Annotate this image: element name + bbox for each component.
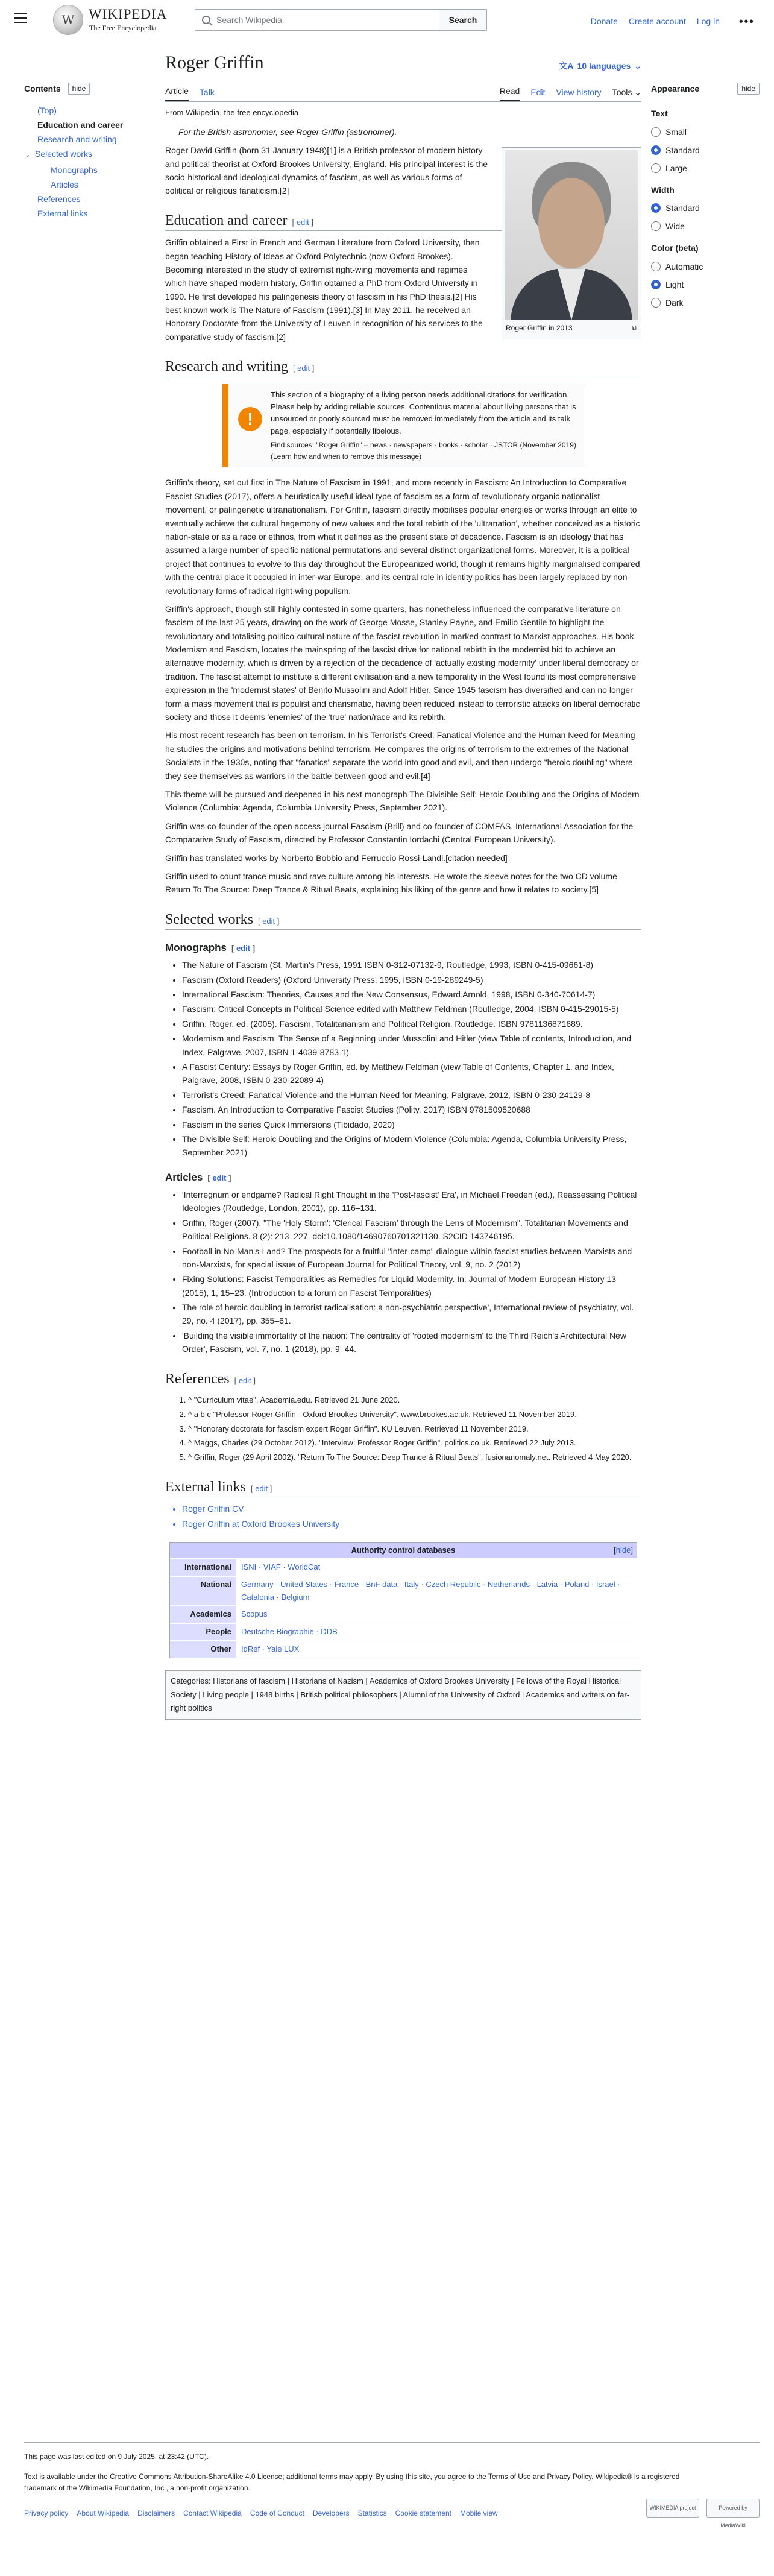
wikipedia-wordmark[interactable]: WIKIPEDIA [89, 7, 168, 22]
article-item[interactable]: • 'Building the visible immortality of the nation: The centrality of 'rooted modernism' to the Third Reich's Architectural New Order', Fascism, vol. 7, no. 1 (2018), pp. 9–44. [182, 1329, 641, 1356]
toc-item[interactable] [24, 118, 145, 132]
footer-link[interactable]: Disclaimers [137, 2508, 175, 2518]
monograph-item[interactable]: • International Fascism: Theories, Causes and the New Consensus, Edward Arnold, 1998, ISBN 0-340-70614-7) [182, 988, 641, 1001]
edit-section-link[interactable]: [ edit ] [231, 944, 256, 953]
footer-link[interactable]: About Wikipedia [77, 2508, 130, 2518]
wikipedia-globe-logo[interactable]: W [53, 5, 83, 35]
toc-item[interactable] [24, 192, 145, 206]
toc-item[interactable] [24, 147, 145, 163]
tab-talk[interactable]: Talk [199, 87, 215, 97]
width-option-label: Wide [665, 221, 685, 232]
navbox-group-label: Other [170, 1641, 236, 1658]
appearance-title: Appearance [651, 84, 700, 93]
site-subtitle: From Wikipedia, the free encyclopedia [165, 108, 299, 117]
text-size-option-large[interactable] [651, 159, 760, 177]
infobox [502, 147, 641, 339]
article-item[interactable]: • 'Interregnum or endgame? Radical Right Thought in the 'Post-fascist' Era', in Michael Freeden (ed.), Reassessing Political Ideologies (Routledge, London, 2001), pp. 116–131. [182, 1188, 641, 1215]
tab-read[interactable]: Read [500, 84, 520, 101]
main-menu-icon[interactable] [14, 13, 27, 23]
toc-item-label[interactable]: References [37, 194, 81, 204]
text-size-option-standard[interactable] [651, 141, 760, 159]
articles-list [182, 1188, 641, 1356]
tab-tools[interactable]: Tools ⌄ [612, 87, 641, 97]
research-paragraph: His most recent research has been on terrorism. In his Terrorist's Creed: Fanatical Violence and the Human Need for Meaning he studies the origins and motivations behind terrorism. He compares the origins of terrorism to the extremes of the National Socialists in the 1930s, noting that "fanatics" separate the world into good and evil, and then undergo "heroic doubling" where they see themselves as warriors in the battle between good and evil.[4] [165, 730, 635, 781]
section-heading-selected-works: Selected works [ edit ] [165, 910, 641, 930]
section-heading-references: References [ edit ] [165, 1369, 641, 1389]
research-paragraph: Griffin was co-founder of the open access journal Fascism (Brill) and co-founder of COMFAS, International Association for the Comparative Study of Fascism, directed by Professor Constantin Iordachi (Central European University). [165, 821, 634, 845]
radio-button[interactable] [651, 203, 661, 213]
navbox-row [170, 1605, 637, 1623]
article-item[interactable]: • The role of heroic doubling in terrorist radicalisation: a non-psychiatric perspective', International review of psychiatry, vol. 29, no. 4 (2017), pp. 355–61. [182, 1301, 641, 1328]
radio-button[interactable] [651, 145, 661, 155]
reference-item[interactable]: 4. ^ Maggs, Charles (29 October 2012). "Interview: Professor Roger Griffin". politics.co.uk. Retrieved 22 July 2013. [188, 1437, 641, 1450]
toc-item[interactable] [24, 103, 145, 118]
chevron-down-icon: ⌄ [634, 61, 641, 71]
color-label: Color (beta) [651, 243, 699, 253]
edit-section-link[interactable]: [ edit ] [257, 916, 280, 926]
monograph-item[interactable]: • Fascism: Critical Concepts in Political Science edited with Matthew Feldman (Routledge, 2004, ISBN 0-415-29015-5) [182, 1002, 641, 1015]
language-button[interactable]: 文A 10 languages ⌄ [559, 59, 641, 72]
create-account-link[interactable]: Create account [628, 16, 686, 26]
toc-item-label[interactable]: External links [37, 209, 88, 219]
color-option-label: Automatic [665, 261, 703, 271]
enlarge-icon[interactable]: ⧉ [632, 324, 637, 333]
toc-item-label[interactable]: Research and writing [37, 134, 117, 145]
page-footer [24, 2442, 760, 2528]
authority-control-navbox [169, 1542, 637, 1658]
research-paragraph: This theme will be pursued and deepened in his next monograph The Divisible Self: Heroic Doubling and the Origins of Modern Violence (Columbia: Agenda, Columbia University Press, September 2021). [165, 789, 640, 813]
last-edited-text: This page was last edited on 9 July 2025, at 23:42 (UTC). [24, 2452, 209, 2461]
toc-item[interactable] [24, 206, 145, 221]
tab-article[interactable]: Article [165, 84, 189, 101]
login-link[interactable]: Log in [696, 16, 720, 26]
text-size-option-small[interactable] [651, 123, 760, 141]
monograph-item[interactable]: • Modernism and Fascism: The Sense of a Beginning under Mussolini and Hitler (view Table of contents, Introduction, and Index, Palgrave, 2007, ISBN 1-4039-8783-1) [182, 1032, 641, 1059]
external-links-list [182, 1502, 641, 1530]
navbox-row [170, 1558, 637, 1576]
appearance-panel [651, 82, 760, 312]
navbox-group-label: Academics [170, 1606, 236, 1623]
research-paragraph: Griffin has translated works by Norberto Bobbio and Ferruccio Rossi-Landi.[citation needed] [165, 853, 508, 863]
width-label: Width [651, 185, 675, 195]
monograph-item[interactable]: • Terrorist's Creed: Fanatical Violence and the Human Need for Meaning, Palgrave, 2012, ISBN 0-230-24129-8 [182, 1088, 641, 1102]
categories-text[interactable]: Categories: Historians of fascism | Historians of Nazism | Academics of Oxford Brookes University | Fellows of the Royal Historical Society | Living people | 1948 births | British political philosophers | Alumni of the University of Oxford | Academics and writers on far-right politics [171, 1676, 630, 1713]
monograph-item[interactable]: • A Fascist Century: Essays by Roger Griffin, ed. by Matthew Feldman (view Table of Contents, Chapter 1, and Index, Palgrave, 2008, ISBN 0-230-22089-4) [182, 1060, 641, 1087]
section-heading-education: Education and career [ edit ] [165, 211, 641, 231]
subsection-heading-monographs: Monographs [ edit ] [165, 942, 256, 954]
navbox-links[interactable]: Deutsche Biographie · DDB [236, 1624, 637, 1640]
chevron-down-icon[interactable]: ⌄ [25, 152, 31, 159]
donate-link[interactable]: Donate [590, 16, 618, 26]
footer-link[interactable]: Privacy policy [24, 2508, 69, 2518]
more-options-icon[interactable]: • • • [738, 15, 752, 28]
page-tabs [165, 84, 641, 102]
edit-section-link[interactable]: [ edit ] [250, 1484, 272, 1494]
monograph-item[interactable]: • The Nature of Fascism (St. Martin's Press, 1991 ISBN 0-312-07132-9, Routledge, 1993, ISBN 0-415-09661-8) [182, 958, 641, 971]
footer-link[interactable]: Developers [312, 2508, 350, 2518]
tab-view-history[interactable]: View history [556, 87, 602, 97]
reference-item[interactable]: 2. ^ a b c "Professor Roger Griffin - Oxford Brookes University". www.brookes.ac.uk. Retrieved 11 November 2019. [188, 1409, 641, 1421]
navbox-links[interactable]: ISNI · VIAF · WorldCat [236, 1559, 637, 1576]
toc-item[interactable] [24, 132, 145, 147]
research-paragraph: Griffin's approach, though still highly contested in some quarters, has nonetheless influenced the comparative literature on fascism of the last 25 years, drawing on the work of George Mosse, Stanley Payne, and Emilio Gentile to highlight the revolutionary and totalising politico-cultural nature of the fascist revolution in marked contrast to Marxist approaches. His book, Modernism and Fascism, locates the mainspring of the fascist drive for national rebirth in the modernist bid to achieve an alternative modernity, which is driven by a rejection of the decadence of 'actually existing modernity' under liberal democracy or tradition. The fascist attempt to institute a different civilisation and a new temporality in the West found its most comprehensive expression in the 'modernist states' of Benito Mussolini and Adolf Hitler. Since 1945 fascism has diversified and can no longer form a mass movement that is populist and charismatic, having been reduced instead to terroristic attacks on liberal democratic society and those it deems 'enemies' of the 'true' nation/race and its rebirth. [165, 604, 640, 722]
navbox-group-label: People [170, 1624, 236, 1640]
reference-item[interactable]: 3. ^ "Honorary doctorate for fascism expert Roger Griffin". KU Leuven. Retrieved 11 November 2019. [188, 1423, 641, 1436]
width-option-label: Standard [665, 203, 700, 213]
section-heading-external-links: External links [ edit ] [165, 1477, 641, 1497]
navbox-group-label: National [170, 1577, 236, 1606]
navbox-group-label: International [170, 1559, 236, 1576]
page-title: Roger Griffin [165, 52, 264, 72]
lead-paragraph: Roger David Griffin (born 31 January 1948)[1] is a British professor of modern history and political theorist at Oxford Brookes University, England. His principal interest is the socio-historical and ideological dynamics of fascism, as well as various forms of political or religious fanaticism.[2] [165, 145, 488, 196]
toc-hide-button[interactable]: hide [68, 83, 90, 95]
color-option-dark[interactable] [651, 294, 760, 312]
search-input[interactable]: Search Wikipedia [216, 14, 282, 25]
warning-icon: ! [238, 407, 262, 431]
external-link[interactable]: • Roger Griffin CV [182, 1502, 641, 1515]
wikimedia-badge[interactable]: WIKIMEDIA project [646, 2499, 699, 2518]
radio-button[interactable] [651, 163, 661, 173]
edit-section-link[interactable]: [ edit ] [234, 1375, 256, 1385]
search-button[interactable]: Search [439, 9, 487, 31]
search-icon [202, 16, 210, 24]
footer-link[interactable]: Contact Wikipedia [183, 2508, 242, 2518]
monograph-item[interactable]: • Fascism. An Introduction to Comparative Fascist Studies (Polity, 2017) ISBN 9781509520688 [182, 1103, 641, 1116]
footer-link[interactable]: Cookie statement [395, 2508, 452, 2518]
research-paragraph: Griffin used to count trance music and rave culture among his interests. He wrote the sleeve notes for the two CD volume Return To The Source: Deep Trance & Ritual Beats, explaining his liking of the genre and how it relates to society.[5] [165, 871, 617, 895]
warning-text: This section of a biography of a living person needs additional citations for verification. Please help by adding reliable sources. Contentious material about living persons that is unsourced or poorly sourced must be removed immediately from the article and its talk page, especially if potentially libelous. [271, 390, 576, 436]
toc-item-label[interactable]: Articles [51, 180, 78, 190]
radio-button[interactable] [651, 280, 661, 289]
citation-warning-box [222, 384, 584, 468]
subsection-heading-articles: Articles [ edit ] [165, 1171, 231, 1183]
wikipedia-tagline: The Free Encyclopedia [89, 24, 157, 32]
edit-section-link[interactable]: [ edit ] [207, 1173, 231, 1182]
navbox-links[interactable]: Germany · United States · France · BnF data · Italy · Czech Republic · Netherlands · Latvia · Poland · Israel · Catalonia · Belgium [236, 1577, 637, 1606]
width-option-standard[interactable] [651, 199, 760, 217]
navbox-hide-link[interactable]: [hide] [614, 1545, 633, 1555]
text-size-label: Text [651, 109, 668, 119]
site-header [0, 0, 774, 40]
footer-link[interactable]: Mobile view [459, 2508, 498, 2518]
text-size-option-label: Small [665, 127, 687, 137]
monograph-item[interactable]: • The Divisible Self: Heroic Doubling and the Origins of Modern Violence (Columbia: Agenda, Columbia University Press, September 2021) [182, 1132, 641, 1160]
color-option-light[interactable] [651, 276, 760, 294]
mediawiki-badge[interactable]: Powered by MediaWiki [706, 2499, 760, 2518]
language-icon: 文A [559, 61, 574, 71]
toc-title: Contents [24, 84, 61, 93]
article-item[interactable]: • Griffin, Roger (2007). "The 'Holy Storm': 'Clerical Fascism' through the Lens of Modernism". Totalitarian Movements and Political Religions. 8 (2): 213–227. doi:10.1080/14690760701321130. S2CID 143746195. [182, 1216, 641, 1243]
color-option-automatic[interactable] [651, 257, 760, 276]
footer-link[interactable]: Statistics [357, 2508, 387, 2518]
radio-button[interactable] [651, 298, 661, 308]
article-item[interactable]: • Football in No-Man's-Land? The prospects for a fruitful "inter-camp" dialogue within fascist studies between Marxists and non-Marxists, for special issue of European Journal for Political Theory, vol. 9, no. 2 (2012) [182, 1245, 641, 1272]
toc-item[interactable] [24, 163, 145, 177]
toc-item[interactable] [24, 177, 145, 192]
footer-link[interactable]: Code of Conduct [250, 2508, 304, 2518]
toc-item-label[interactable]: Monographs [51, 165, 98, 175]
education-paragraph: Griffin obtained a First in French and German Literature from Oxford University, then began teaching History of Ideas at Oxford Polytechnic (now Oxford Brookes). Becoming interested in the study of extremist right-wing movements and regimes which have shaped modern history, Griffin obtained a PhD from Oxford University in 1990. He first developed his palingenesis theory of fascism in his PhD thesis.[2] His best known work is The Nature of Fascism (1991).[3] In May 2011, he received an Honorary Doctorate from the University of Leuven in recognition of his services to the comparative study of fascism.[2] [165, 238, 483, 342]
appearance-hide-button[interactable]: hide [737, 83, 760, 95]
monograph-item[interactable]: • Fascism in the series Quick Immersions (Tibidado, 2020) [182, 1118, 641, 1131]
section-heading-research: Research and writing [ edit ] [165, 357, 641, 377]
navbox-row [170, 1640, 637, 1658]
tab-edit[interactable]: Edit [530, 87, 546, 97]
monograph-item[interactable]: • Fascism (Oxford Readers) (Oxford University Press, 1995, ISBN 0-19-289249-5) [182, 973, 641, 987]
article-item[interactable]: • Fixing Solutions: Fascist Temporalities as Remedies for Liquid Modernity. In: Journal of Modern European History 13 (2015), 1, 15–23. (Introduction to a forum on Fascist Temporalities) [182, 1272, 641, 1299]
navbox-links[interactable]: IdRef · Yale LUX [236, 1641, 637, 1658]
navbox-title[interactable]: Authority control databases [351, 1545, 456, 1555]
color-option-label: Dark [665, 297, 684, 308]
table-of-contents [24, 82, 145, 221]
find-sources-text: Find sources: "Roger Griffin" – news · newspapers · books · scholar · JSTOR (November 2019) (Learn how and when to remove this message) [271, 441, 576, 461]
references-list [188, 1394, 641, 1464]
radio-button[interactable] [651, 262, 661, 271]
radio-button[interactable] [651, 127, 661, 137]
navbox-links[interactable]: Scopus [236, 1606, 637, 1623]
text-size-option-label: Large [665, 163, 687, 173]
external-link[interactable]: • Roger Griffin at Oxford Brookes University [182, 1517, 641, 1530]
radio-button[interactable] [651, 221, 661, 231]
text-size-option-label: Standard [665, 145, 700, 155]
width-option-wide[interactable] [651, 217, 760, 235]
research-paragraph: Griffin's theory, set out first in The Nature of Fascism in 1991, and more recently in Fascism: An Introduction to Comparative Fascist Studies (2017), offers a heuristically useful ideal type of fascism as a form of revolutionary organic nationalist movement, or palingenetic ultranationalism. For Griffin, fascism directly mobilises popular energies or works through an elite to eventually achieve the cultural hegemony of new values and the total rebirth of the 'ultranation', whether conceived as a historic nation-state or as a race or ethnos, from what it defines as the present state of decadence. Fascism is an ideology that has assumed a large number of specific national permutations and several distinct organizational forms. Moreover, it is a political project that continues to evolve to this day throughout the Europeanized world, though it remains highly marginalised compared with the central place it occupied in inter-war Europe, and its central role in identity politics has been largely replaced by non-revolutionary forms of radical right-wing populism. [165, 478, 640, 596]
edit-section-link[interactable]: [ edit ] [292, 364, 315, 373]
toc-item-label[interactable]: Education and career [37, 120, 124, 130]
portrait-image[interactable] [505, 150, 638, 320]
reference-item[interactable]: 1. ^ "Curriculum vitae". Academia.edu. Retrieved 21 June 2020. [188, 1394, 641, 1407]
navbox-row [170, 1623, 637, 1640]
monograph-item[interactable]: • Griffin, Roger, ed. (2005). Fascism, Totalitarianism and Political Religion. Routledge. ISBN 9781136871689. [182, 1017, 641, 1031]
toc-item-label[interactable]: Selected works [35, 149, 92, 159]
reference-item[interactable]: 5. ^ Griffin, Roger (29 April 2002). "Return To The Source: Deep Trance & Ritual Beats". fusionanomaly.net. Retrieved 4 May 2020. [188, 1451, 641, 1464]
categories-box [165, 1670, 641, 1720]
navbox-row [170, 1576, 637, 1606]
article-content [165, 51, 641, 1720]
infobox-caption: Roger Griffin in 2013 [506, 324, 573, 333]
monographs-list [182, 958, 641, 1159]
color-option-label: Light [665, 279, 684, 289]
license-text: Text is available under the Creative Commons Attribution-ShareAlike 4.0 License; additional terms may apply. By using this site, you agree to the Terms of Use and Privacy Policy. Wikipedia® is a registered trademark of the Wikimedia Foundation, Inc., a non-profit organization. [24, 2472, 680, 2493]
edit-section-link[interactable]: [ edit ] [292, 217, 313, 227]
toc-item-label[interactable]: (Top) [37, 106, 57, 116]
hatnote: For the British astronomer, see Roger Griffin (astronomer). [178, 127, 397, 137]
